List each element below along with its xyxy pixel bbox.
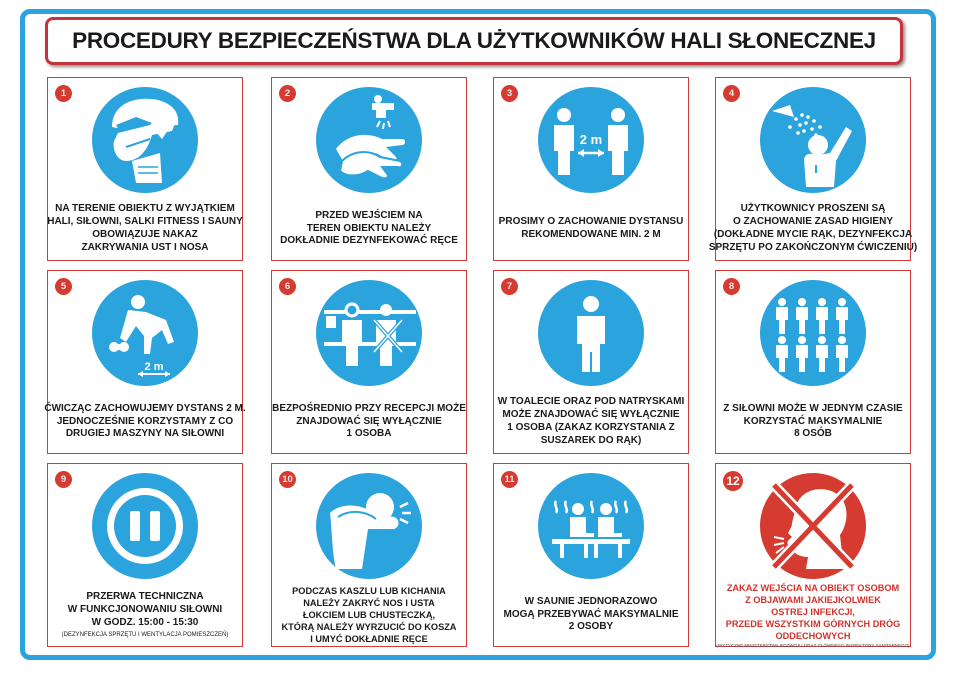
card-text-line: DOKŁADNIE DEZYNFEKOWAĆ RĘCE [280, 235, 458, 247]
card-4 [708, 77, 918, 261]
card-5 [44, 270, 246, 454]
shower-icon [760, 87, 866, 193]
card-text-line: W SAUNIE JEDNORAZOWO [524, 595, 658, 607]
card-text-line: SPRZĘTU PO ZAKOŃCZONYM ĆWICZENIU) [708, 241, 918, 253]
pause-icon [92, 473, 198, 579]
card-number: 4 [723, 85, 740, 102]
card-text-line: ZAKRYWANIA UST I NOSA [81, 241, 209, 253]
card-text-line: O ZACHOWANIE ZASAD HIGIENY [732, 216, 893, 228]
card-text-line: NALEŻY ZAKRYĆ NOS I USTA [303, 598, 435, 608]
card-text-line: UŻYTKOWNICY PROSZENI SĄ [740, 203, 886, 215]
sauna-icon [538, 473, 644, 579]
card-number: 5 [55, 278, 72, 295]
card-number: 3 [501, 85, 518, 102]
reception-counter-icon [316, 280, 422, 386]
card-text-line: ZAKAZ WEJŚCIA NA OBIEKT OSOBOM [726, 582, 900, 593]
card-text-line: NA TERENIE OBIEKTU Z WYJĄTKIEM [55, 203, 235, 215]
card-number: 12 [723, 471, 743, 491]
title-banner [45, 17, 903, 65]
card-text-line: W FUNKCJONOWANIU SIŁOWNI [67, 604, 223, 616]
single-person-icon [538, 280, 644, 386]
card-8 [715, 270, 911, 454]
card-text-line: KORZYSTAĆ MAKSYMALNIE [743, 415, 883, 427]
cough-elbow-icon [316, 473, 422, 579]
card-11 [493, 463, 689, 647]
card-9 [47, 463, 243, 647]
card-text-line: W GODZ. 15:00 - 15:30 [91, 616, 199, 628]
hand-washing-icon [316, 87, 422, 193]
card-number: 10 [279, 471, 296, 488]
card-number: 11 [501, 471, 518, 488]
card-text-line: PRZERWA TECHNICZNA [86, 591, 204, 603]
card-text-line: JEDNOCZEŚNIE KORZYSTAMY Z CO [56, 415, 234, 427]
card-text-line: ĆWICZĄC ZACHOWUJEMY DYSTANS 2 M. [44, 402, 246, 414]
card-number: 7 [501, 278, 518, 295]
card-text-line: ODDECHOWYCH [775, 630, 851, 641]
card-6 [271, 270, 467, 454]
no-sick-entry-icon [760, 473, 866, 579]
social-distance-icon [538, 87, 644, 193]
card-text-line: MOŻE ZNAJDOWAĆ SIĘ WYŁĄCZNIE [502, 409, 680, 421]
card-text-line: SUSZAREK DO RĄK) [540, 434, 642, 446]
card-text-line: REKOMENDOWANE MIN. 2 M [521, 229, 661, 240]
card-12 [715, 463, 911, 647]
card-note: (WYTYCZNE MINISTERSTWA ROZWOJU ORAZ GŁÓWNEGO INSPEKTORA SANITARNEGO) [716, 642, 910, 648]
card-number: 9 [55, 471, 72, 488]
card-number: 2 [279, 85, 296, 102]
card-number: 8 [723, 278, 740, 295]
card-1 [47, 77, 243, 261]
card-text-line: MOGĄ PRZEBYWAĆ MAKSYMALNIE [503, 608, 679, 620]
card-text-line: 2 OSOBY [568, 621, 614, 633]
card-text-line: OSTREJ INFEKCJI, [771, 606, 855, 617]
card-text-line: (DOKŁADNE MYCIE RĄK, DEZYNFEKCJA [713, 229, 913, 240]
card-text-line: BEZPOŚREDNIO PRZY RECEPCJI MOŻE [272, 402, 466, 414]
card-text-line: 8 OSÓB [794, 428, 832, 440]
card-number: 1 [55, 85, 72, 102]
card-text-line: PROSIMY O ZACHOWANIE DYSTANSU [498, 216, 684, 228]
card-text-line: I UMYĆ DOKŁADNIE RĘCE [310, 634, 428, 644]
distance-label: 2 m [144, 361, 164, 373]
card-text-line: W TOALECIE ORAZ POD NATRYSKAMI [497, 396, 685, 408]
distance-label: 2 m [579, 132, 603, 147]
card-text-line: PRZEDE WSZYSTKIM GÓRNYCH DRÓG [725, 618, 901, 629]
card-text-line: PRZED WEJŚCIEM NA [315, 209, 423, 221]
card-text-line: 1 OSOBA [346, 428, 392, 440]
card-text-line: OBOWIĄZUJE NAKAZ [92, 229, 198, 240]
card-text-line: Z OBJAWAMI JAKIEJKOLWIEK [745, 594, 881, 605]
eight-people-icon [760, 280, 866, 386]
card-text-line: ZNAJDOWAĆ SIĘ WYŁĄCZNIE [296, 415, 442, 427]
card-7 [493, 270, 689, 454]
card-text-line: ŁOKCIEM LUB CHUSTECZKĄ, [302, 610, 436, 620]
page-title: PROCEDURY BEZPIECZEŃSTWA DLA UŻYTKOWNIKÓW HALI SŁONECZNEJ [72, 28, 876, 53]
card-10 [271, 463, 467, 647]
card-3 [493, 77, 689, 261]
card-text-line: TEREN OBIEKTU NALEŻY [306, 222, 432, 234]
card-2 [271, 77, 467, 261]
exercise-distance-icon [92, 280, 198, 386]
face-mask-icon [92, 87, 198, 193]
card-text-line: DRUGIEJ MASZYNY NA SIŁOWNI [65, 428, 225, 440]
card-text-line: Z SIŁOWNI MOŻE W JEDNYM CZASIE [723, 402, 903, 414]
card-text-line: HALI, SIŁOWNI, SALKI FITNESS I SAUNY [47, 216, 243, 228]
card-text-line: PODCZAS KASZLU LUB KICHANIA [292, 586, 446, 596]
card-number: 6 [279, 278, 296, 295]
card-text-line: KTÓRĄ NALEŻY WYRZUCIĆ DO KOSZA [281, 622, 457, 632]
card-note: (DEZYNFEKCJA SPRZĘTU I WENTYLACJA POMIESZCZEŃ) [61, 631, 229, 638]
card-text-line: 1 OSOBA (ZAKAZ KORZYSTANIA Z [507, 422, 675, 433]
